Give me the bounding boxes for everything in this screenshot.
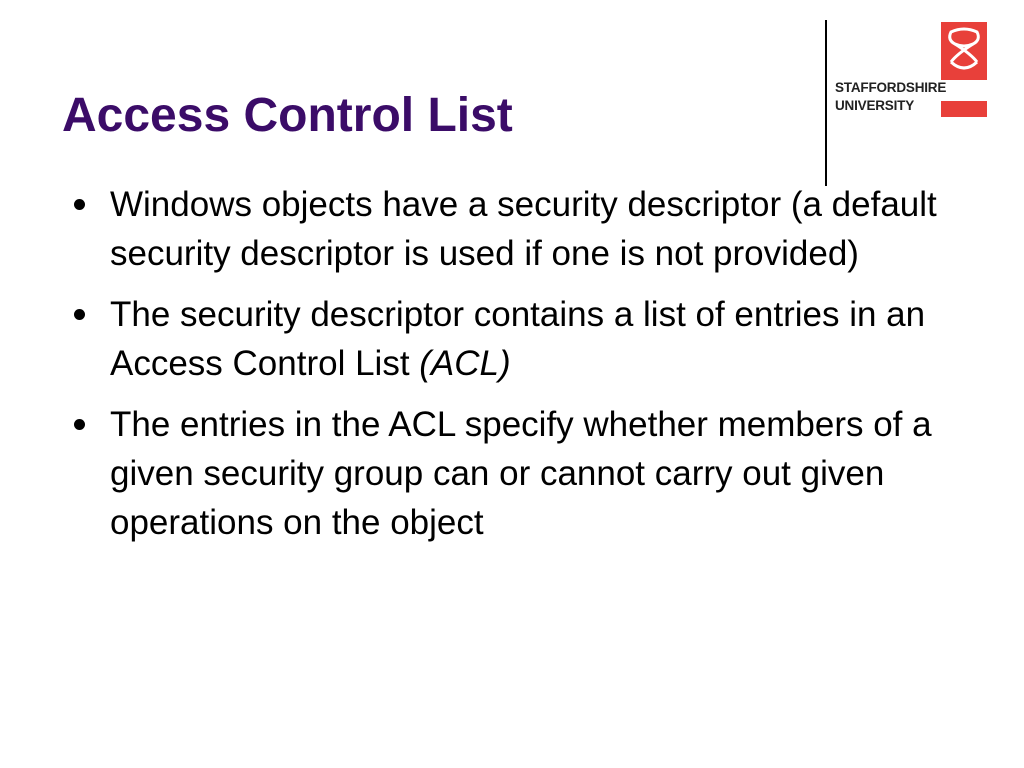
bullet-text [110,290,950,388]
logo-wordmark-line-2: UNIVERSITY [835,98,915,113]
bullet-text: The entries in the ACL specify whether members of a given security group can or cannot carry out given operations on the object [110,405,932,542]
bullet-text-emphasis: (ACL) [419,344,511,383]
bullet-text-main: The security descriptor contains a list of entries in an Access Control List [110,295,926,383]
bullet-text: Windows objects have a security descriptor (a default security descriptor is used if one is not provided) [110,185,937,273]
bullet-item [70,400,950,547]
bullet-item [70,180,950,278]
vertical-divider [825,20,827,186]
bullet-item [70,290,950,388]
bullet-icon [74,419,85,430]
stafford-knot-icon [941,22,987,80]
university-logo [835,22,987,122]
logo-brand-bar [941,101,987,117]
logo-wordmark-line-1: STAFFORDSHIRE [835,80,947,95]
bullet-icon [74,309,85,320]
bullet-list [70,180,950,559]
bullet-icon [74,199,85,210]
slide-title: Access Control List [62,89,513,142]
